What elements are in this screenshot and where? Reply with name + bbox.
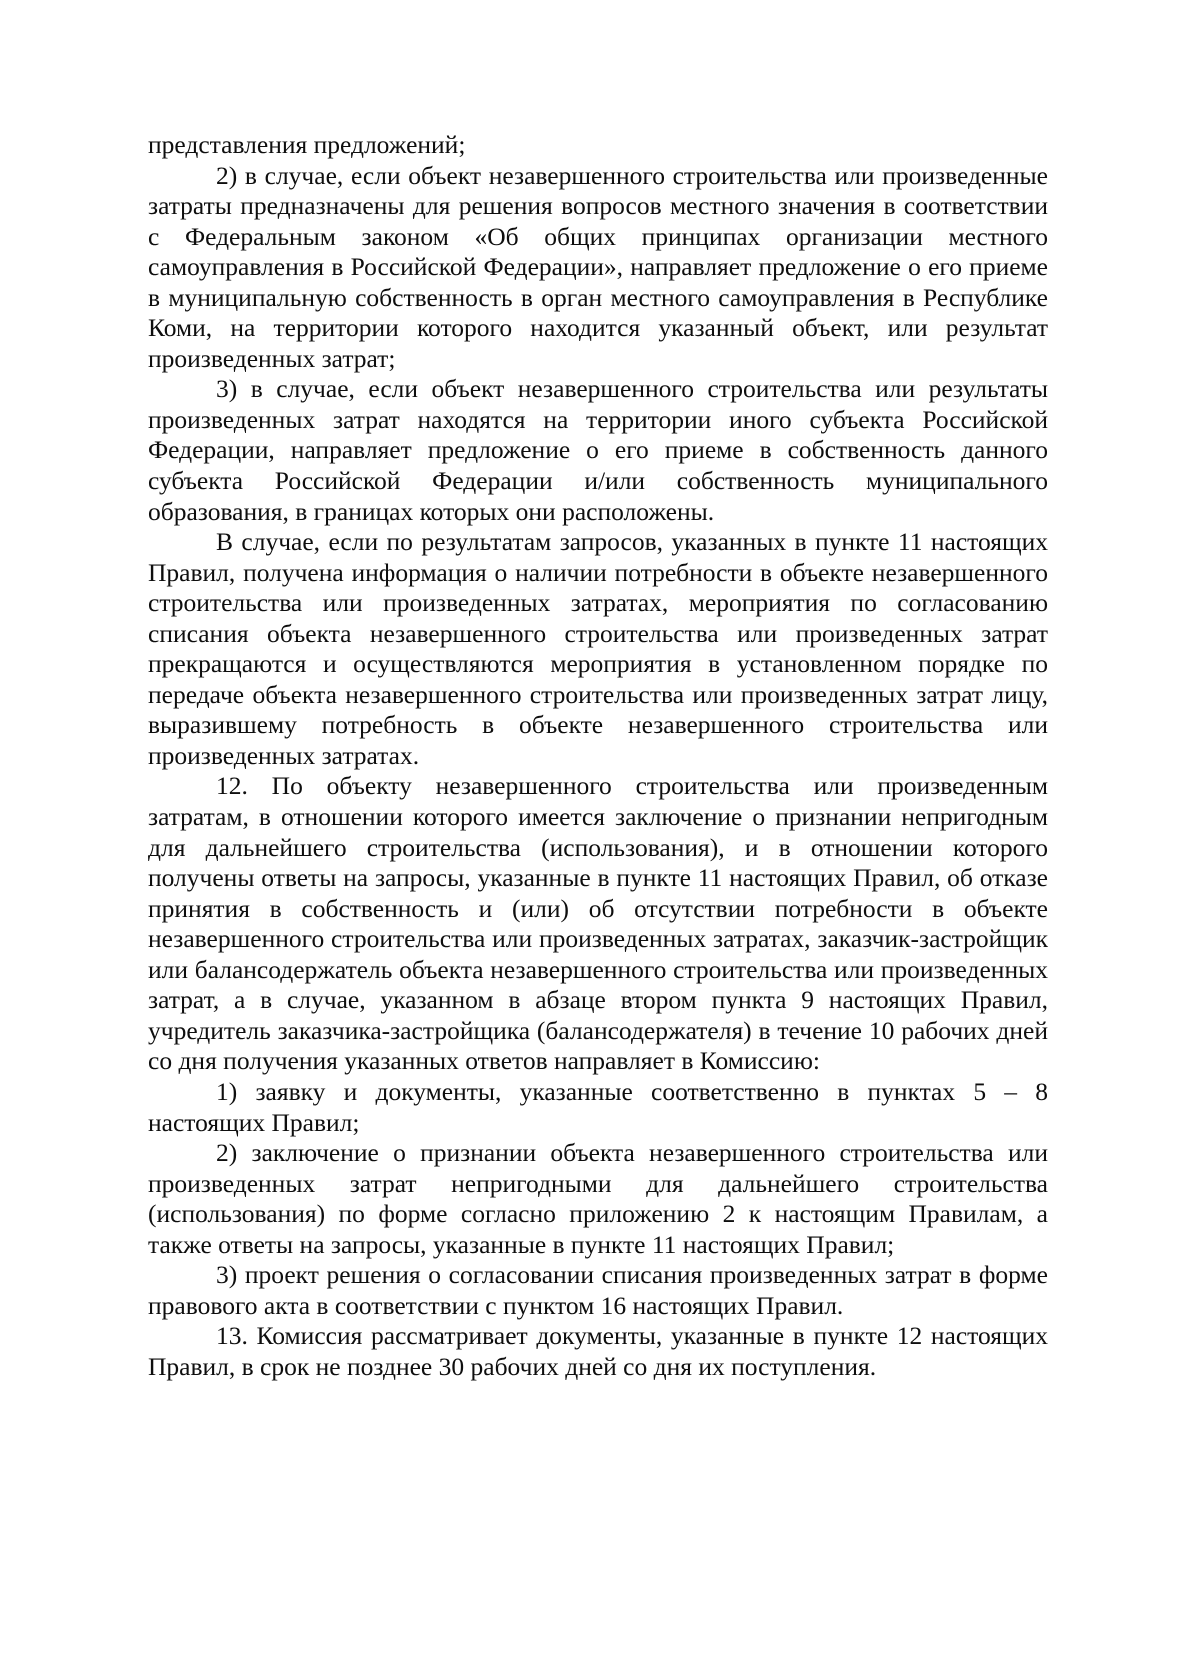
paragraph-clause-12: 12. По объекту незавершенного строительства или произведенным затратам, в отношении которого имеется заключение о признании непригодным для дальнейшего строительства (использования), и в отношении которого получены ответы на запросы, указанные в пункте 11 настоящих Правил, об отказе принятия в собственность и (или) об отсутствии потребности в объекте незавершенного строительства или произведенных затратах, заказчик-застройщик или балансодержатель объекта незавершенного строительства или произведенных затрат, а в случае, указанном в абзаце втором пункта 9 настоящих Правил, учредитель заказчика-застройщика (балансодержателя) в течение 10 рабочих дней со дня получения указанных ответов направляет в Комиссию: [148, 771, 1048, 1076]
paragraph-case-need: В случае, если по результатам запросов, указанных в пункте 11 настоящих Правил, получена информация о наличии потребности в объекте незавершенного строительства или произведенных затратах, мероприятия по согласованию списания объекта незавершенного строительства или произведенных затрат прекращаются и осуществляются мероприятия в установленном порядке по передаче объекта незавершенного строительства или произведенных затрат лицу, выразившему потребность в объекте незавершенного строительства или произведенных затратах. [148, 527, 1048, 770]
paragraph-clause-12-item-3: 3) проект решения о согласовании списания произведенных затрат в форме правового акта в соответствии с пунктом 16 настоящих Правил. [148, 1260, 1048, 1320]
paragraph-clause-13: 13. Комиссия рассматривает документы, указанные в пункте 12 настоящих Правил, в срок не позднее 30 рабочих дней со дня их поступления. [148, 1321, 1048, 1381]
document-body [148, 130, 1048, 1382]
paragraph-clause-12-item-2: 2) заключение о признании объекта незавершенного строительства или произведенных затрат непригодными для дальнейшего строительства (использования) по форме согласно приложению 2 к настоящим Правилам, а также ответы на запросы, указанные в пункте 11 настоящих Правил; [148, 1138, 1048, 1259]
paragraph-item-2: 2) в случае, если объект незавершенного строительства или произведенные затраты предназначены для решения вопросов местного значения в соответствии с Федеральным законом «Об общих принципах организации местного самоуправления в Российской Федерации», направляет предложение о его приеме в муниципальную собственность в орган местного самоуправления в Республике Коми, на территории которого находится указанный объект, или результат произведенных затрат; [148, 160, 1048, 373]
paragraph-item-3: 3) в случае, если объект незавершенного строительства или результаты произведенных затрат находятся на территории иного субъекта Российской Федерации, направляет предложение о его приеме в собственность данного субъекта Российской Федерации и/или собственность муниципального образования, в границах которых они расположены. [148, 374, 1048, 526]
paragraph-clause-12-item-1: 1) заявку и документы, указанные соответственно в пунктах 5 – 8 настоящих Правил; [148, 1076, 1048, 1137]
paragraph-continuation: представления предложений; [148, 130, 466, 159]
